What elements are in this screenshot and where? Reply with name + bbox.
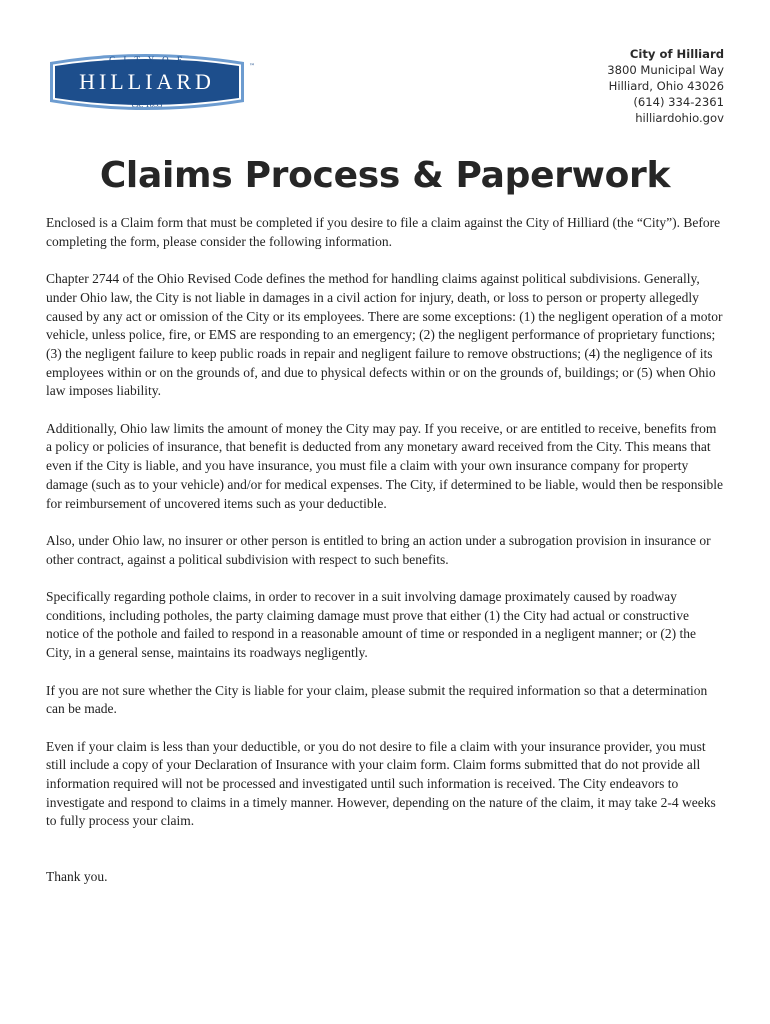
- address-city: Hilliard, Ohio 43026: [608, 79, 724, 93]
- logo-est-text: est. 1853: [131, 99, 163, 109]
- city-of-hilliard-logo-icon: [44, 44, 258, 120]
- logo-name-text: HILLIARD: [79, 69, 215, 94]
- paragraph-pothole-claims: Specifically regarding pothole claims, in order to recover in a suit involving damage proximately caused by roadway conditions, including potholes, the party claiming damage must prove that either (1) the City had actual or constructive notice of the pothole and failed to respond in a reasonable amount of time or responded in a negligent manner; or (2) the City, in a general sense, maintains its roadways negligently.: [46, 589, 697, 661]
- address-street: 3800 Municipal Way: [607, 63, 724, 77]
- address-org: City of Hilliard: [629, 47, 724, 61]
- paragraph-deductible: Even if your claim is less than your deductible, or you do not desire to file a claim with your insurance provider, you must still include a copy of your Declaration of Insurance with your claim form. Claim forms submitted that do not provide all information required will not be processed and investigated until such information is received. The City endeavors to investigate and respond to claims in a timely manner. However, depending on the nature of the claim, it may take 2-4 weeks to fully process your claim.: [46, 738, 716, 829]
- paragraph-subrogation: Also, under Ohio law, no insurer or other person is entitled to bring an action under a subrogation provision in insurance or other contract, against a political subdivision with respect to such benefits.: [46, 532, 711, 567]
- address-website: hilliardohio.gov: [635, 111, 724, 125]
- page-title: Claims Process & Paperwork: [99, 155, 671, 196]
- paragraph-intro: Enclosed is a Claim form that must be completed if you desire to file a claim against the City of Hilliard (the “City”). Before completing the form, please consider the following information.: [46, 215, 721, 249]
- logo-city-of-text: C I T Y O F: [109, 55, 185, 65]
- address-phone: (614) 334-2361: [633, 95, 724, 109]
- logo-trademark: ™: [249, 63, 255, 70]
- document-body: [46, 214, 724, 906]
- closing-text: Thank you.: [46, 869, 108, 885]
- paragraph-chapter-2744: Chapter 2744 of the Ohio Revised Code defines the method for handling claims against political subdivisions. Generally, under Ohio law, the City is not liable in damages in a civil action for injury, death, or loss to person or property allegedly caused by any act or omission of the City or its employees. There are some exceptions: (1) the negligent operation of a motor vehicle, unless police, fire, or EMS are responding to an emergency; (2) the negligent performance of proprietary functions; (3) the negligent failure to keep public roads in repair and negligent failure to remove obstructions; (4) the negligence of its employees within or on the grounds of, and due to physical defects within or on the grounds of, buildings; or (5) when Ohio law imposes liability.: [46, 271, 723, 399]
- paragraph-determination: If you are not sure whether the City is liable for your claim, please submit the required information so that a determination can be made.: [46, 682, 708, 717]
- city-logo: [44, 44, 258, 120]
- paragraph-insurance-limits: Additionally, Ohio law limits the amount of money the City may pay. If you receive, or are entitled to receive, benefits from a policy or policies of insurance, that benefit is deducted from any monetary award received from the City. This means that even if the City is liable, and you have insurance, you must file a claim with your own insurance company for property damage (such as to your vehicle) and/or for medical expenses. The City, if determined to be liable, would then be responsible for reimbursement of uncovered items such as your deductible.: [46, 420, 724, 511]
- address-block: [607, 46, 724, 126]
